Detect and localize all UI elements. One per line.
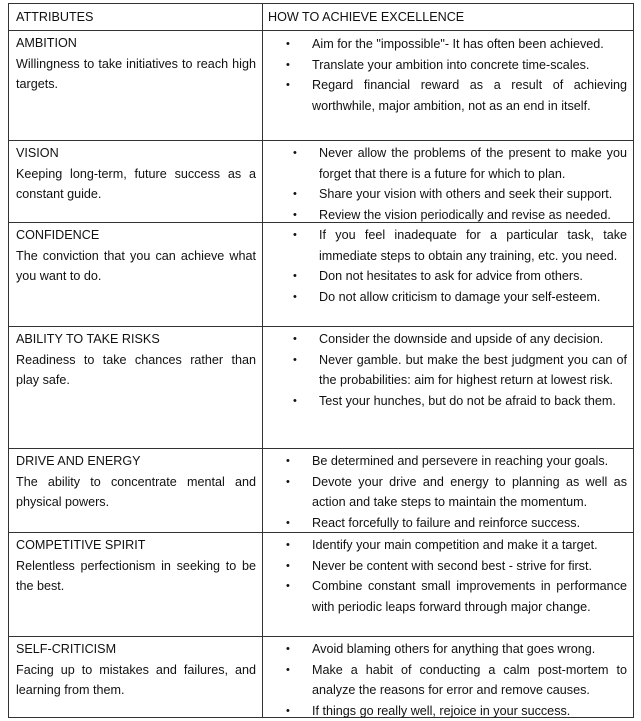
achievement-list <box>263 535 627 617</box>
list-item <box>263 639 627 660</box>
bullet-icon: • <box>286 38 290 50</box>
attribute-description: Readiness to take chances rather than play safe. <box>16 352 256 388</box>
achievement-cell <box>263 449 633 532</box>
attribute-title: SELF-CRITICISM <box>16 642 117 656</box>
table-row <box>9 533 633 637</box>
bullet-icon: • <box>293 333 297 345</box>
list-item-text: Make a habit of conducting a calm post-mortem to analyze the reasons for error and remove causes. <box>312 662 627 698</box>
achievement-list <box>263 639 627 721</box>
bullet-icon: • <box>293 208 297 221</box>
attribute-description: Willingness to take initiatives to reach high targets. <box>16 56 256 92</box>
list-item-text: Devote your drive and energy to planning as well as action and take steps to maintain the momentum. <box>312 474 627 510</box>
bullet-icon: • <box>286 704 290 717</box>
excellence-table <box>8 3 634 718</box>
attribute-description: Keeping long-term, future success as a constant guide. <box>16 166 256 202</box>
attribute-title: COMPETITIVE SPIRIT <box>16 538 146 552</box>
list-item <box>263 34 627 55</box>
list-item-text: Test your hunches, but do not be afraid to back them. <box>319 393 616 408</box>
bullet-icon: • <box>293 229 297 241</box>
list-item-text: Identify your main competition and make it a target. <box>312 538 598 552</box>
list-item-text: Don not hesitates to ask for advice from others. <box>319 269 583 284</box>
list-item <box>263 451 627 472</box>
attribute-title: CONFIDENCE <box>16 228 100 242</box>
header-attributes: ATTRIBUTES <box>9 4 263 30</box>
attribute-description: Relentless perfectionism in seeking to be the best. <box>16 558 256 594</box>
bullet-icon: • <box>286 516 290 529</box>
table-header <box>9 4 633 31</box>
list-item <box>263 391 627 412</box>
list-item <box>263 576 627 617</box>
table-row <box>9 449 633 533</box>
table-row <box>9 223 633 327</box>
header-how-to-achieve: HOW TO ACHIEVE EXCELLENCE <box>268 10 465 24</box>
attribute-cell <box>9 637 263 718</box>
achievement-list <box>263 34 627 116</box>
attribute-cell <box>9 533 263 636</box>
list-item <box>263 660 627 701</box>
list-item-text: Never be content with second best - strive for first. <box>312 558 592 573</box>
list-item-text: Combine constant small improvements in performance with periodic leaps forward through major change. <box>312 579 627 614</box>
list-item <box>263 184 627 205</box>
list-item <box>263 556 627 577</box>
list-item-text: React forcefully to failure and reinforce success. <box>312 515 581 530</box>
list-item-text: Consider the downside and upside of any decision. <box>319 332 604 346</box>
attribute-title: DRIVE AND ENERGY <box>16 454 141 468</box>
list-item <box>263 535 627 556</box>
list-item <box>263 266 627 287</box>
bullet-icon: • <box>293 353 297 366</box>
list-item <box>263 513 627 534</box>
bullet-icon: • <box>286 475 290 488</box>
list-item-text: Aim for the "impossible"- It has often been achieved. <box>312 37 604 51</box>
attribute-cell <box>9 31 263 140</box>
achievement-cell <box>263 223 633 326</box>
list-item <box>263 701 627 721</box>
list-item <box>263 75 627 116</box>
attribute-description: Facing up to mistakes and failures, and learning from them. <box>16 662 256 698</box>
bullet-icon: • <box>286 539 290 551</box>
achievement-list <box>263 143 627 225</box>
table-row <box>9 31 633 141</box>
list-item-text: Translate your ambition into concrete time-scales. <box>312 57 590 72</box>
achievement-list <box>263 451 627 533</box>
achievement-cell <box>263 141 633 222</box>
list-item-text: Avoid blaming others for anything that goes wrong. <box>312 642 596 656</box>
bullet-icon: • <box>293 270 297 283</box>
list-item-text: Do not allow criticism to damage your self-esteem. <box>319 289 601 304</box>
list-item-text: Never gamble. but make the best judgment you can of the probabilities: aim for highest return at lowest risk. <box>319 352 627 388</box>
achievement-list <box>263 329 627 411</box>
bullet-icon: • <box>286 58 290 71</box>
bullet-icon: • <box>293 290 297 303</box>
table-row <box>9 637 633 718</box>
list-item-text: Regard financial reward as a result of achieving worthwhile, major ambition, not as an end in itself. <box>312 78 627 113</box>
list-item-text: Never allow the problems of the present to make you forget that there is a future for which to plan. <box>319 146 627 181</box>
attribute-title: ABILITY TO TAKE RISKS <box>16 332 160 346</box>
list-item-text: If things go really well, rejoice in your success. <box>312 703 571 718</box>
attribute-cell <box>9 223 263 326</box>
table-row <box>9 141 633 223</box>
list-item <box>263 350 627 391</box>
list-item-text: Be determined and persevere in reaching your goals. <box>312 454 609 468</box>
attribute-description: The conviction that you can achieve what you want to do. <box>16 248 256 284</box>
list-item-text: If you feel inadequate for a particular task, take immediate steps to obtain any training, etc. you need. <box>319 228 627 263</box>
attribute-title: VISION <box>16 146 59 160</box>
attribute-description: The ability to concentrate mental and physical powers. <box>16 474 256 510</box>
achievement-cell <box>263 637 633 718</box>
bullet-icon: • <box>286 559 290 572</box>
list-item <box>263 205 627 226</box>
list-item <box>263 225 627 266</box>
list-item-text: Share your vision with others and seek their support. <box>319 187 613 202</box>
bullet-icon: • <box>286 580 290 593</box>
bullet-icon: • <box>286 663 290 676</box>
attribute-cell <box>9 327 263 448</box>
bullet-icon: • <box>286 643 290 655</box>
achievement-cell <box>263 31 633 140</box>
bullet-icon: • <box>293 188 297 201</box>
table-row <box>9 327 633 449</box>
bullet-icon: • <box>286 79 290 92</box>
bullet-icon: • <box>293 394 297 407</box>
attribute-cell <box>9 141 263 222</box>
list-item <box>263 329 627 350</box>
achievement-cell <box>263 327 633 448</box>
list-item <box>263 55 627 76</box>
achievement-list <box>263 225 627 307</box>
bullet-icon: • <box>293 147 297 159</box>
bullet-icon: • <box>286 455 290 467</box>
attribute-title: AMBITION <box>16 36 77 50</box>
list-item-text: Review the vision periodically and revise as needed. <box>319 207 611 222</box>
list-item <box>263 143 627 184</box>
attribute-cell <box>9 449 263 532</box>
achievement-cell <box>263 533 633 636</box>
list-item <box>263 287 627 308</box>
list-item <box>263 472 627 513</box>
